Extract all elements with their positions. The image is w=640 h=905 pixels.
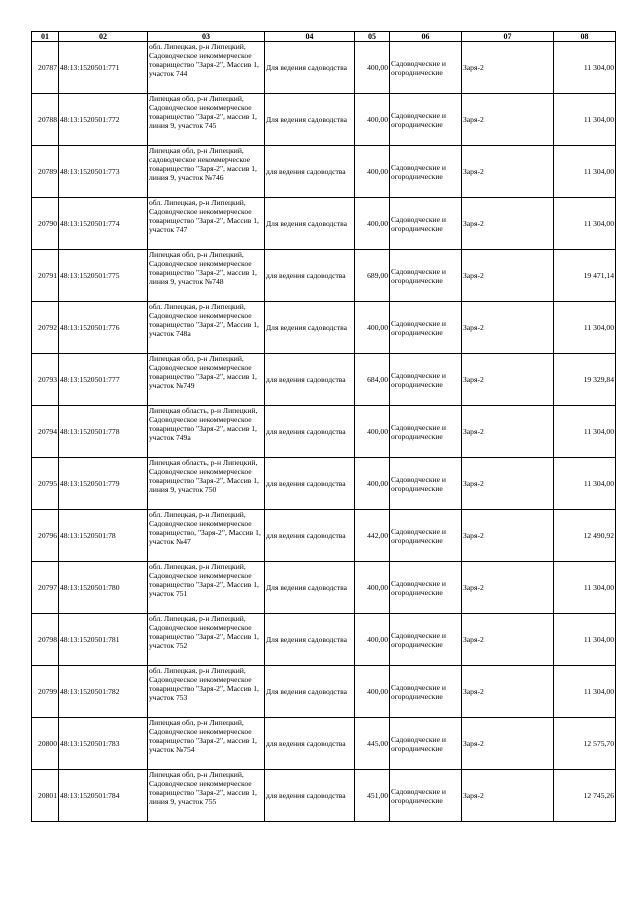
permitted-use: Для ведения садоводства [265,198,355,250]
land-category: Садоводческие и огороднические [390,510,462,562]
row-number: 20794 [32,406,59,458]
partnership-name: Заря-2 [462,302,554,354]
land-category: Садоводческие и огороднические [390,458,462,510]
table-row [32,510,616,562]
column-header-02: 02 [59,32,148,42]
cadastral-value: 12 490,92 [554,510,616,562]
address-text: обл. Липецкая, р-н Липецкий, Садоводческое некоммерческое товарищество "Заря-2", Массив 1, участок 748а [149,302,259,338]
area: 689,00 [355,250,390,302]
column-header-03: 03 [148,32,265,42]
permitted-use: для ведения садоводства [265,770,355,822]
permitted-use: для ведения садоводства [265,354,355,406]
address-text: обл. Липецкая, р-н Липецкий, Садоводческое некоммерческое товарищество "Заря-2", Массив 1, участок 751 [149,562,259,598]
area: 400,00 [355,42,390,94]
address-cell [148,458,265,510]
partnership-name: Заря-2 [462,198,554,250]
address-text: Липецкая область, р-н Липецкий, Садоводческое некоммерческое товарищество "Заря-2", Массив 1, линия 9, участок 750 [149,458,259,494]
address-cell [148,510,265,562]
permitted-use: для ведения садоводства [265,250,355,302]
area: 445,00 [355,718,390,770]
partnership-name: Заря-2 [462,250,554,302]
column-header-06: 06 [390,32,462,42]
area: 400,00 [355,458,390,510]
row-number: 20789 [32,146,59,198]
area: 451,00 [355,770,390,822]
address-text: Липецкая обл, р-н Липецкий, Садоводческое некоммерческое товарищество "Заря-2", массив 1, линия 9, участок 755 [149,770,257,806]
table-body [32,42,616,822]
land-category: Садоводческие и огороднические [390,562,462,614]
land-category: Садоводческие и огороднические [390,666,462,718]
area: 442,00 [355,510,390,562]
permitted-use: Для ведения садоводства [265,94,355,146]
address-cell [148,354,265,406]
land-category: Садоводческие и огороднические [390,406,462,458]
cadastral-value: 11 304,00 [554,562,616,614]
cadastral-value: 19 471,14 [554,250,616,302]
address-text: Липецкая область, р-н Липецкий, Садоводческое некоммерческое товарищество "Заря-2", массив 1, участок 749а [149,406,258,442]
cadastral-value: 12 745,26 [554,770,616,822]
address-cell [148,406,265,458]
table-row [32,666,616,718]
permitted-use: Для ведения садоводства [265,302,355,354]
partnership-name: Заря-2 [462,94,554,146]
land-category: Садоводческие и огороднические [390,770,462,822]
cadastral-number: 48:13:1520501:773 [59,146,148,198]
address-cell [148,614,265,666]
partnership-name: Заря-2 [462,354,554,406]
cadastral-number: 48:13:1520501:781 [59,614,148,666]
address-cell [148,94,265,146]
permitted-use: Для ведения садоводства [265,614,355,666]
cadastral-number: 48:13:1520501:772 [59,94,148,146]
table-row [32,146,616,198]
table-row [32,614,616,666]
permitted-use: для ведения садоводства [265,146,355,198]
cadastral-number: 48:13:1520501:778 [59,406,148,458]
permitted-use: Для ведения садоводства [265,666,355,718]
address-text: обл. Липецкая, р-н Липецкий, Садоводческое некоммерческое товарищество "Заря-2", Массив 1, участок 744 [149,42,259,78]
cadastral-value: 11 304,00 [554,146,616,198]
address-text: обл. Липецкая, р-н Липецкий, Садоводческое некоммерческое товарищество "Заря-2", Массив 1, участок 752 [149,614,259,650]
land-category: Садоводческие и огороднические [390,94,462,146]
partnership-name: Заря-2 [462,666,554,718]
area: 400,00 [355,562,390,614]
address-text: обл. Липецкая, р-н Липецкий, Садоводческое некоммерческое товарищество, "Заря-2", Массив 1, участок №47 [149,510,261,546]
permitted-use: для ведения садоводства [265,406,355,458]
column-header-07: 07 [462,32,554,42]
area: 400,00 [355,94,390,146]
partnership-name: Заря-2 [462,614,554,666]
column-header-01: 01 [32,32,59,42]
header-row [32,32,616,42]
table-row [32,458,616,510]
row-number: 20793 [32,354,59,406]
row-number: 20801 [32,770,59,822]
address-text: Липецкая обл, р-н Липецкий, садоводческое некоммерческое товарищество "Заря-2", массив 1, линия 9, участок №746 [149,146,257,182]
address-cell [148,562,265,614]
column-header-04: 04 [265,32,355,42]
cadastral-value: 19 329,84 [554,354,616,406]
table-row [32,562,616,614]
land-category: Садоводческие и огороднические [390,302,462,354]
land-category: Садоводческие и огороднические [390,198,462,250]
partnership-name: Заря-2 [462,718,554,770]
cadastral-value: 12 575,70 [554,718,616,770]
row-number: 20788 [32,94,59,146]
partnership-name: Заря-2 [462,770,554,822]
address-text: обл. Липецкая, р-н Липецкий, Садоводческое некоммерческое товарищество "Заря-2", Массив 1, участок 753 [149,666,259,702]
area: 684,00 [355,354,390,406]
area: 400,00 [355,146,390,198]
row-number: 20791 [32,250,59,302]
area: 400,00 [355,614,390,666]
cadastral-number: 48:13:1520501:780 [59,562,148,614]
partnership-name: Заря-2 [462,146,554,198]
row-number: 20799 [32,666,59,718]
cadastral-number: 48:13:1520501:783 [59,718,148,770]
cadastral-value: 11 304,00 [554,458,616,510]
address-text: Липецкая обл, р-н Липецкий, Садоводческое некоммерческое товарищество "Заря-2", массив 1, участок №754 [149,718,257,754]
permitted-use: Для ведения садоводства [265,42,355,94]
land-category: Садоводческие и огороднические [390,718,462,770]
permitted-use: Для ведения садоводства [265,562,355,614]
table-row [32,406,616,458]
table-row [32,302,616,354]
cadastral-value: 11 304,00 [554,406,616,458]
row-number: 20787 [32,42,59,94]
cadastral-value: 11 304,00 [554,198,616,250]
address-cell [148,718,265,770]
cadastral-number: 48:13:1520501:776 [59,302,148,354]
row-number: 20800 [32,718,59,770]
permitted-use: для ведения садоводства [265,510,355,562]
cadastral-number: 48:13:1520501:78 [59,510,148,562]
row-number: 20792 [32,302,59,354]
row-number: 20797 [32,562,59,614]
permitted-use: для ведения садоводства [265,718,355,770]
partnership-name: Заря-2 [462,562,554,614]
land-category: Садоводческие и огороднические [390,354,462,406]
column-header-05: 05 [355,32,390,42]
address-cell [148,146,265,198]
cadastral-number: 48:13:1520501:771 [59,42,148,94]
cadastral-value: 11 304,00 [554,666,616,718]
address-text: Липецкая обл, р-н Липецкий, Садоводческое некоммерческое товарищество "Заря-2", массив 1, линия 9, участок №748 [149,250,257,286]
partnership-name: Заря-2 [462,42,554,94]
partnership-name: Заря-2 [462,510,554,562]
address-cell [148,42,265,94]
address-text: Липецкая обл, р-н Липецкий, Садоводческое некоммерческое товарищество "Заря-2", массив 1, линия 9, участок 745 [149,94,257,130]
address-cell [148,770,265,822]
area: 400,00 [355,666,390,718]
cadastral-number: 48:13:1520501:779 [59,458,148,510]
address-text: обл. Липецкая, р-н Липецкий, Садоводческое некоммерческое товарищество "Заря-2", Массив 1, участок 747 [149,198,259,234]
address-cell [148,250,265,302]
address-cell [148,302,265,354]
table-row [32,718,616,770]
column-header-08: 08 [554,32,616,42]
table-row [32,354,616,406]
address-cell [148,666,265,718]
land-category: Садоводческие и огороднические [390,250,462,302]
land-category: Садоводческие и огороднические [390,614,462,666]
address-cell [148,198,265,250]
address-text: Липецкая обл, р-н Липецкий, Садоводческое некоммерческое товарищество "Заря-2", массив 1, участок №749 [149,354,257,390]
permitted-use: для ведения садоводства [265,458,355,510]
table-row [32,250,616,302]
table-row [32,770,616,822]
cadastral-number: 48:13:1520501:777 [59,354,148,406]
partnership-name: Заря-2 [462,406,554,458]
row-number: 20790 [32,198,59,250]
area: 400,00 [355,302,390,354]
row-number: 20795 [32,458,59,510]
cadastral-value: 11 304,00 [554,42,616,94]
table-row [32,94,616,146]
row-number: 20796 [32,510,59,562]
cadastral-value: 11 304,00 [554,302,616,354]
table-row [32,198,616,250]
land-plot-register-table [31,31,616,822]
table-row [32,42,616,94]
partnership-name: Заря-2 [462,458,554,510]
cadastral-number: 48:13:1520501:775 [59,250,148,302]
cadastral-number: 48:13:1520501:784 [59,770,148,822]
cadastral-number: 48:13:1520501:782 [59,666,148,718]
land-category: Садоводческие и огороднические [390,42,462,94]
land-category: Садоводческие и огороднические [390,146,462,198]
area: 400,00 [355,198,390,250]
cadastral-value: 11 304,00 [554,94,616,146]
row-number: 20798 [32,614,59,666]
cadastral-value: 11 304,00 [554,614,616,666]
area: 400,00 [355,406,390,458]
cadastral-number: 48:13:1520501:774 [59,198,148,250]
